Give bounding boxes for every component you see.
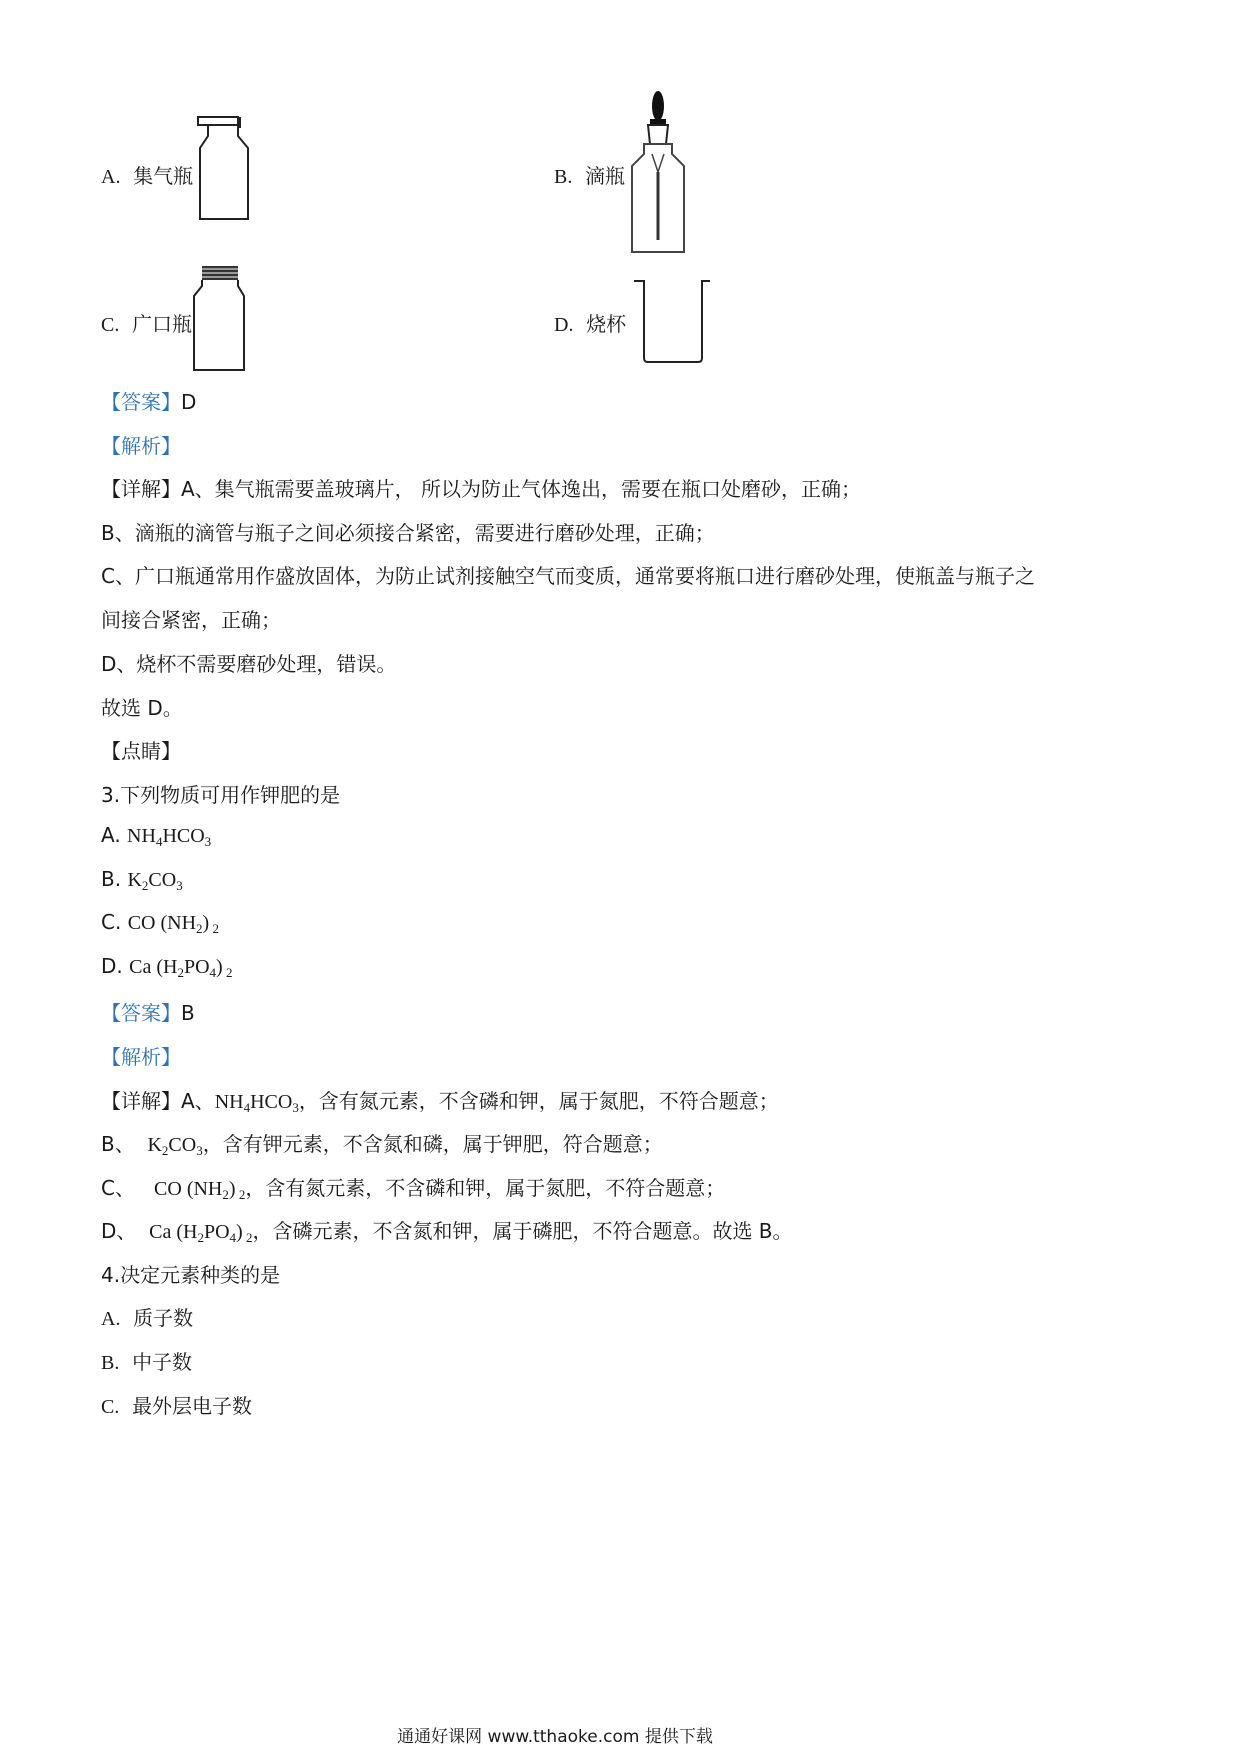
detail-text: A、集气瓶需要盖玻璃片， 所以为防止气体逸出，需要在瓶口处磨砂，正确；	[181, 477, 862, 501]
q2-detail-line: 间接合紧密，正确；	[101, 608, 281, 632]
q4-stem: 4.决定元素种类的是	[101, 1263, 281, 1287]
q2-detail-line: B、滴瓶的滴管与瓶子之间必须接合紧密，需要进行磨砂处理，正确；	[101, 521, 715, 545]
gas-collecting-bottle-icon	[196, 116, 254, 224]
detail-text: ，含有氮元素，不含磷和钾，属于氮肥，不符合题意；	[245, 1176, 726, 1200]
q4-option	[101, 1346, 192, 1375]
q2-conclusion: 故选 D。	[101, 696, 183, 720]
option-label: C.	[101, 910, 122, 934]
option-label: B.	[101, 1352, 120, 1374]
option-text: 最外层电子数	[132, 1394, 253, 1418]
answer-value: B	[181, 1001, 195, 1025]
option-label: D.	[554, 314, 574, 336]
option-a	[101, 160, 193, 189]
option-label: A.	[101, 823, 121, 847]
formula: $NH_4HCO_3$	[214, 1091, 299, 1115]
page-footer: 通通好课网 www.tthaoke.com 提供下载	[397, 1727, 713, 1747]
formula: $NH_4HCO_3$	[127, 825, 212, 849]
option-label: C.	[101, 1396, 120, 1418]
option-text: 烧杯	[586, 312, 627, 336]
option-text: 集气瓶	[133, 164, 194, 188]
q4-option	[101, 1390, 252, 1419]
detail-prefix: A、	[181, 1089, 215, 1113]
detail-text: ，含有钾元素，不含氮和磷，属于钾肥，符合题意；	[202, 1132, 663, 1156]
q3-detail-line	[101, 1085, 779, 1114]
detail-prefix: D、	[101, 1219, 137, 1243]
q2-comment-tag: 【点睛】	[101, 739, 181, 763]
option-label: B.	[101, 867, 122, 891]
option-label: A.	[101, 1308, 121, 1330]
beaker-icon	[632, 278, 712, 368]
q2-detail-line: C、广口瓶通常用作盛放固体，为防止试剂接触空气而变质，通常要将瓶口进行磨砂处理，使瓶盖与瓶子之	[101, 564, 1035, 588]
detail-tag: 【详解】	[101, 477, 181, 501]
answer-value: D	[181, 390, 197, 414]
option-text: 广口瓶	[132, 312, 193, 336]
q3-detail-line	[101, 1215, 793, 1244]
option-text: 滴瓶	[585, 164, 626, 188]
formula: Ca $(H_2PO_4)$ $_2$	[129, 956, 233, 980]
q3-answer	[101, 997, 195, 1026]
detail-prefix: B、	[101, 1132, 135, 1156]
q3-detail-line	[101, 1172, 725, 1201]
formula: CO $(NH_2)$ $_2$	[154, 1178, 246, 1202]
option-label: B.	[554, 166, 573, 188]
dropper-bottle-icon	[626, 88, 690, 258]
q3-detail-line	[101, 1128, 663, 1157]
option-text: 中子数	[132, 1350, 193, 1374]
formula: CO $(NH_2)$ $_2$	[127, 912, 219, 936]
q3-option-d	[101, 954, 232, 979]
q2-detail-line: D、烧杯不需要磨砂处理，错误。	[101, 652, 397, 676]
detail-text: ，含磷元素，不含氮和钾，属于磷肥，不符合题意。故选 B。	[252, 1219, 793, 1243]
option-label: A.	[101, 166, 121, 188]
q3-analysis-tag: 【解析】	[101, 1045, 181, 1069]
q2-detail-line	[101, 473, 861, 502]
detail-text: ，含有氮元素，不含磷和钾，属于氮肥，不符合题意；	[298, 1089, 779, 1113]
q3-option-c	[101, 910, 219, 935]
answer-tag: 【答案】	[101, 1001, 181, 1025]
formula: Ca $(H_2PO_4)$ $_2$	[149, 1221, 253, 1245]
wide-mouth-bottle-icon	[190, 264, 250, 376]
q3-option-a	[101, 823, 211, 848]
q2-answer	[101, 386, 196, 415]
option-label: D.	[101, 954, 123, 978]
q3-option-b	[101, 867, 183, 892]
option-text: 质子数	[133, 1306, 194, 1330]
option-d	[554, 308, 626, 337]
q3-stem: 3.下列物质可用作钾肥的是	[101, 783, 341, 807]
q2-analysis-tag: 【解析】	[101, 434, 181, 458]
q4-option	[101, 1302, 193, 1331]
detail-prefix: C、	[101, 1176, 135, 1200]
answer-tag: 【答案】	[101, 390, 181, 414]
option-b	[554, 160, 625, 189]
option-c	[101, 308, 192, 337]
detail-tag: 【详解】	[101, 1089, 181, 1113]
option-label: C.	[101, 314, 120, 336]
formula: $K_2CO_3$	[147, 1134, 203, 1158]
formula: $K_2CO_3$	[127, 869, 183, 893]
